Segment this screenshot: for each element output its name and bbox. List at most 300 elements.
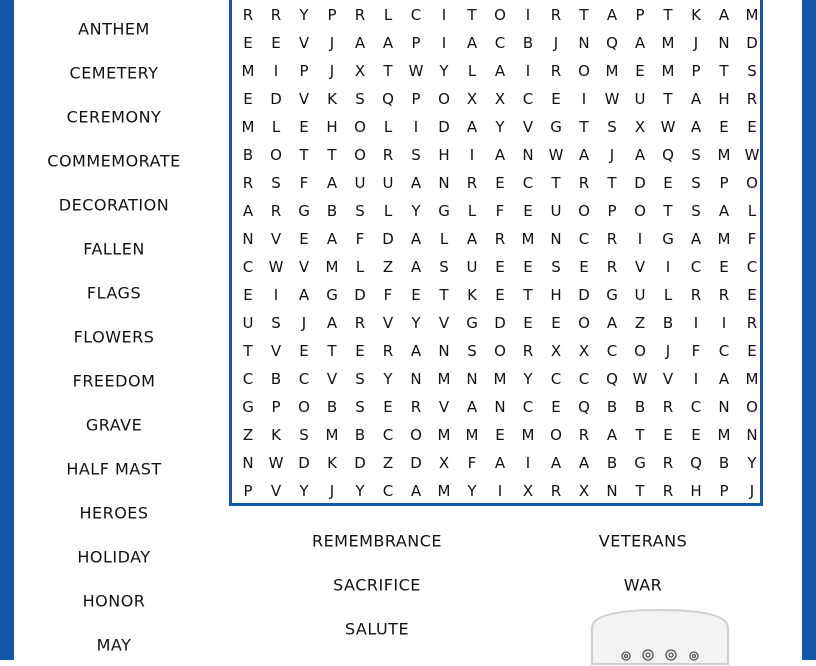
grid-letter: E [747,286,757,304]
grid-letter: C [606,342,618,360]
grid-letter: M [661,62,675,80]
grid-letter: C [690,258,702,276]
grid-row [232,141,760,169]
grid-row [232,449,760,477]
grid-letter: T [579,6,589,24]
grid-letter: X [438,454,450,472]
grid-letter: T [523,286,533,304]
grid-letter: O [746,174,758,192]
grid-letter: E [635,62,645,80]
grid-letter: G [662,230,674,248]
grid-letter: Z [382,258,394,276]
grid-letter: R [410,398,422,416]
grid-letter: M [241,62,255,80]
grid-letter: Y [411,202,421,220]
grid-letter: R [606,230,618,248]
grid-letter: Y [411,314,421,332]
grid-letter: A [410,174,422,192]
grid-row [232,421,760,449]
grid-letter: R [270,6,282,24]
grid-letter: Y [747,454,757,472]
grid-letter: A [606,6,618,24]
grid-letter: S [467,342,477,360]
grid-letter: X [634,118,646,136]
grid-letter: I [721,314,727,332]
grid-letter: O [746,398,758,416]
grid-letter: M [521,230,535,248]
grid-letter: C [382,482,394,500]
grid-row [232,197,760,225]
grid-letter: G [326,286,338,304]
grid-letter: P [635,6,645,24]
grid-letter: O [494,342,506,360]
grid-row [232,365,760,393]
grid-letter: I [525,6,531,24]
grid-letter: G [634,454,646,472]
grid-letter: T [551,174,561,192]
grid-letter: A [466,118,478,136]
grid-letter: Z [242,426,254,444]
grid-letter: Q [662,146,674,164]
grid-letter: Q [606,370,618,388]
grid-letter: O [578,202,590,220]
grid-letter: R [382,146,394,164]
grid-letter: Y [383,370,393,388]
grid-letter: I [581,90,587,108]
grid-letter: J [553,34,559,52]
grid-letter: Y [439,62,449,80]
grid-letter: B [634,398,646,416]
grid-row [232,393,760,421]
grid-letter: V [438,398,450,416]
grid-letter: T [243,342,253,360]
grid-letter: O [494,6,506,24]
grid-letter: T [635,426,645,444]
grid-letter: C [382,426,394,444]
grid-letter: P [327,6,337,24]
grid-letter: C [522,398,534,416]
grid-letter: I [497,482,503,500]
grid-letter: E [495,286,505,304]
grid-letter: X [522,482,534,500]
grid-letter: B [326,202,338,220]
grid-letter: T [663,90,673,108]
grid-letter: U [354,174,366,192]
grid-letter: A [690,230,702,248]
grid-letter: R [662,482,674,500]
grid-letter: W [744,146,760,164]
grid-letter: E [243,286,253,304]
word-list-item: FALLEN [83,239,145,259]
grid-letter: U [634,90,646,108]
grid-letter: A [690,118,702,136]
grid-letter: D [354,286,366,304]
grid-letter: R [662,454,674,472]
grid-letter: V [522,118,534,136]
grid-letter: E [663,174,673,192]
grid-letter: R [466,174,478,192]
word-list-item: HALF MAST [66,459,162,479]
grid-letter: U [466,258,478,276]
grid-letter: A [718,6,730,24]
word-list-item: COMMEMORATE [47,151,181,171]
word-list-item: VETERANS [598,531,688,551]
grid-letter: J [693,34,699,52]
grid-letter: E [243,34,253,52]
grid-letter: N [242,230,254,248]
grid-letter: G [606,286,618,304]
grid-letter: N [410,370,422,388]
grid-letter: Q [382,90,394,108]
grid-letter: M [745,6,759,24]
grid-letter: J [329,34,335,52]
grid-letter: E [579,258,589,276]
grid-letter: C [410,6,422,24]
grid-letter: A [494,146,506,164]
grid-letter: C [578,370,590,388]
grid-letter: B [662,314,674,332]
grid-letter: K [691,6,701,24]
grid-letter: R [746,90,758,108]
grid-letter: C [690,398,702,416]
grid-letter: S [355,90,365,108]
grid-letter: B [354,426,366,444]
grid-letter: J [301,314,307,332]
grid-letter: G [298,202,310,220]
grid-letter: M [717,230,731,248]
grid-letter: N [494,398,506,416]
grid-letter: O [578,62,590,80]
grid-letter: C [242,370,254,388]
grid-letter: W [660,118,676,136]
grid-letter: N [522,146,534,164]
grid-letter: T [327,342,337,360]
grid-letter: E [383,398,393,416]
grid-letter: A [690,90,702,108]
grid-letter: X [578,482,590,500]
grid-letter: I [441,34,447,52]
grid-letter: C [746,258,758,276]
grid-letter: M [717,426,731,444]
grid-letter: S [355,202,365,220]
grid-row [232,281,760,309]
grid-letter: C [550,370,562,388]
grid-letter: E [411,286,421,304]
grid-letter: D [410,454,422,472]
grid-letter: E [523,258,533,276]
grid-letter: O [550,426,562,444]
grid-letter: G [242,398,254,416]
grid-row [232,169,760,197]
grid-letter: J [329,62,335,80]
grid-letter: Z [382,454,394,472]
grid-letter: P [607,202,617,220]
grid-letter: B [606,454,618,472]
grid-letter: E [551,90,561,108]
grid-letter: R [578,174,590,192]
grid-letter: M [493,370,507,388]
grid-letter: A [718,370,730,388]
grid-letter: W [548,146,564,164]
grid-letter: V [298,258,310,276]
grid-letter: R [522,342,534,360]
word-list-item: HONOR [82,591,146,611]
grid-letter: I [637,230,643,248]
grid-letter: T [663,202,673,220]
word-list-item: HOLIDAY [77,547,151,567]
grid-row [232,225,760,253]
grid-letter: M [437,482,451,500]
grid-letter: Y [467,482,477,500]
grid-letter: F [691,342,701,360]
grid-letter: Y [495,118,505,136]
grid-letter: Y [299,6,309,24]
word-list-item: GRAVE [85,415,143,435]
grid-letter: V [662,370,674,388]
grid-letter: M [745,370,759,388]
grid-letter: J [329,482,335,500]
grid-letter: I [273,62,279,80]
grid-letter: O [410,426,422,444]
grid-letter: V [634,258,646,276]
grid-letter: Y [355,482,365,500]
grid-letter: F [467,454,477,472]
grid-letter: P [691,62,701,80]
grid-letter: O [270,146,282,164]
grid-letter: S [271,174,281,192]
grid-letter: V [382,314,394,332]
word-list-item: WAR [623,575,663,595]
grid-letter: J [749,482,755,500]
grid-letter: W [632,370,648,388]
grid-letter: F [355,230,365,248]
grid-letter: L [467,62,477,80]
page-border-right [802,0,816,660]
word-list-item: CEREMONY [66,107,162,127]
grid-letter: R [242,6,254,24]
grid-letter: F [383,286,393,304]
grid-letter: D [270,90,282,108]
grid-letter: R [270,202,282,220]
word-list-item: ANTHEM [78,19,150,39]
grid-letter: N [550,230,562,248]
grid-row [232,57,760,85]
grid-letter: X [466,90,478,108]
word-search-grid [229,0,763,506]
grid-letter: K [327,454,337,472]
grid-letter: A [634,34,646,52]
grid-row [232,309,760,337]
grid-letter: A [578,146,590,164]
grid-letter: R [494,230,506,248]
word-list-item: DECORATION [58,195,170,215]
grid-letter: A [410,258,422,276]
grid-letter: M [605,62,619,80]
grid-letter: E [551,314,561,332]
grid-letter: J [609,146,615,164]
grid-letter: L [355,258,365,276]
grid-letter: L [383,118,393,136]
grid-letter: C [494,34,506,52]
grid-letter: W [604,90,620,108]
grid-letter: C [522,90,534,108]
grid-letter: L [439,230,449,248]
grid-letter: C [718,342,730,360]
grid-letter: A [718,202,730,220]
grid-letter: O [438,90,450,108]
grid-letter: T [663,6,673,24]
grid-letter: R [550,62,562,80]
grid-letter: D [746,34,758,52]
grid-letter: A [326,230,338,248]
grid-letter: T [635,482,645,500]
grid-letter: A [606,314,618,332]
grid-letter: V [270,482,282,500]
grid-letter: C [578,230,590,248]
grid-letter: S [355,398,365,416]
grid-letter: T [467,6,477,24]
grid-letter: E [299,342,309,360]
grid-letter: E [243,90,253,108]
grid-letter: B [326,398,338,416]
grid-letter: B [606,398,618,416]
grid-letter: R [690,286,702,304]
grid-letter: R [550,6,562,24]
grid-letter: L [467,202,477,220]
grid-letter: O [354,118,366,136]
grid-letter: N [242,454,254,472]
grid-letter: S [607,118,617,136]
decorative-graphic-icon [590,606,730,666]
grid-letter: S [551,258,561,276]
grid-letter: Z [634,314,646,332]
grid-letter: C [522,174,534,192]
grid-letter: M [325,258,339,276]
grid-letter: R [550,482,562,500]
grid-letter: X [494,90,506,108]
grid-row [232,477,760,505]
grid-letter: V [270,230,282,248]
grid-letter: A [242,202,254,220]
word-list-item: MAY [96,635,132,655]
grid-letter: R [354,314,366,332]
grid-letter: A [578,454,590,472]
grid-letter: L [747,202,757,220]
grid-letter: D [382,230,394,248]
grid-letter: Q [690,454,702,472]
grid-letter: R [242,174,254,192]
word-list-item: SACRIFICE [333,575,421,595]
grid-letter: N [438,342,450,360]
grid-letter: E [747,342,757,360]
grid-letter: T [383,62,393,80]
grid-letter: S [439,258,449,276]
grid-letter: E [719,258,729,276]
grid-letter: S [691,202,701,220]
grid-letter: I [413,118,419,136]
grid-letter: W [268,454,284,472]
grid-letter: E [551,398,561,416]
grid-letter: T [719,62,729,80]
grid-letter: N [746,426,758,444]
grid-letter: G [550,118,562,136]
grid-letter: A [326,314,338,332]
grid-letter: P [719,174,729,192]
grid-letter: K [327,90,337,108]
grid-row [232,29,760,57]
grid-letter: A [410,342,422,360]
grid-letter: U [382,174,394,192]
word-list-item: REMEMBRANCE [311,531,443,551]
grid-letter: D [354,454,366,472]
grid-letter: D [438,118,450,136]
grid-letter: T [579,118,589,136]
grid-letter: E [523,202,533,220]
grid-letter: A [410,230,422,248]
grid-row [232,253,760,281]
grid-letter: S [355,370,365,388]
grid-letter: P [411,90,421,108]
grid-letter: B [522,34,534,52]
word-list-item: FREEDOM [72,371,156,391]
grid-letter: V [298,90,310,108]
grid-letter: E [495,258,505,276]
grid-letter: N [606,482,618,500]
grid-letter: N [466,370,478,388]
grid-letter: P [243,482,253,500]
grid-letter: T [439,286,449,304]
grid-letter: E [495,426,505,444]
grid-letter: I [469,146,475,164]
grid-letter: E [663,426,673,444]
grid-letter: M [241,118,255,136]
word-list-item: FLAGS [86,283,142,303]
grid-letter: V [270,342,282,360]
grid-letter: R [606,258,618,276]
grid-letter: E [299,118,309,136]
grid-letter: D [494,314,506,332]
word-list-item: HEROES [79,503,149,523]
grid-letter: K [467,286,477,304]
grid-letter: F [495,202,505,220]
grid-letter: A [382,34,394,52]
grid-letter: U [550,202,562,220]
grid-letter: E [523,314,533,332]
grid-letter: P [271,398,281,416]
grid-letter: G [438,202,450,220]
grid-letter: P [411,34,421,52]
grid-letter: R [578,426,590,444]
grid-letter: H [690,482,702,500]
grid-letter: A [326,174,338,192]
grid-letter: O [634,342,646,360]
grid-letter: A [494,62,506,80]
grid-letter: S [691,146,701,164]
grid-letter: A [466,230,478,248]
grid-letter: E [271,34,281,52]
grid-letter: H [326,118,338,136]
grid-letter: T [607,174,617,192]
grid-letter: M [661,34,675,52]
grid-letter: A [354,34,366,52]
grid-row [232,337,760,365]
grid-letter: M [325,426,339,444]
grid-letter: A [466,398,478,416]
word-list-item: SALUTE [344,619,410,639]
grid-letter: C [242,258,254,276]
grid-letter: A [634,146,646,164]
grid-letter: R [662,398,674,416]
